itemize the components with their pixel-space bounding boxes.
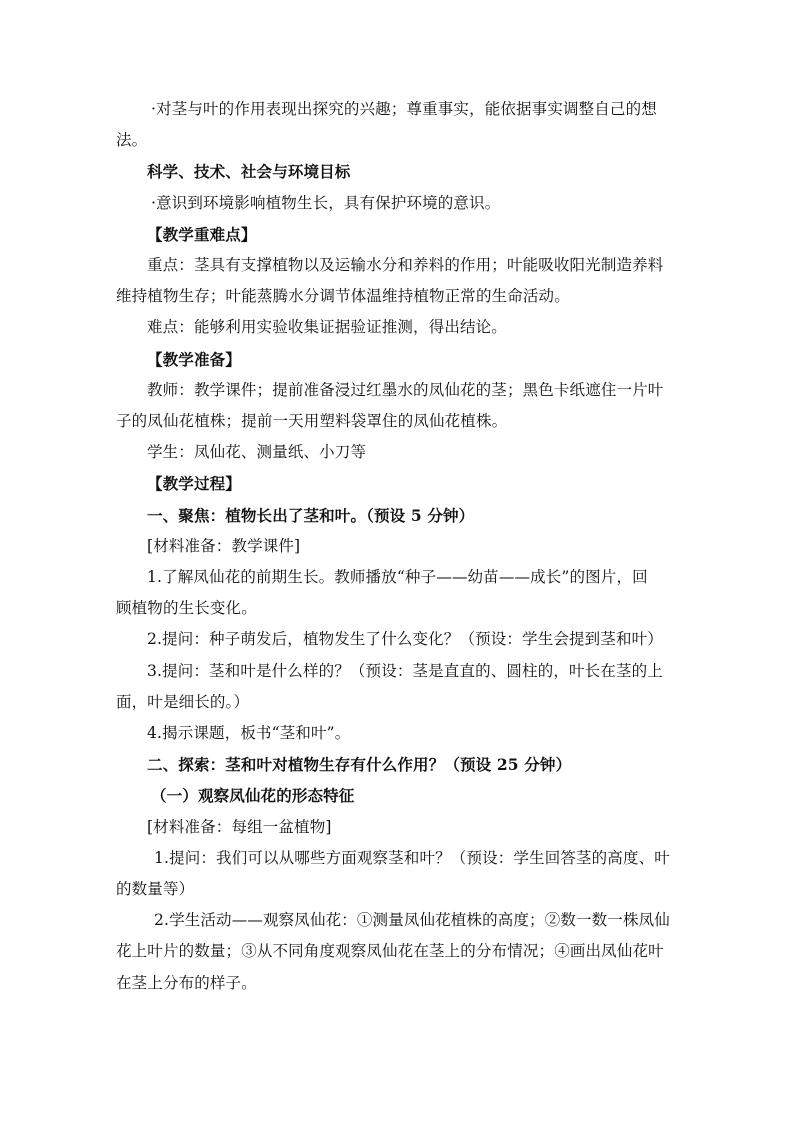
section-heading: 二、探索：茎和叶对植物生存有什么作用？（预设 25 分钟） xyxy=(147,755,572,775)
paragraph-line: 面，叶是细长的。） xyxy=(116,692,250,711)
section-heading: 一、聚焦：植物长出了茎和叶。（预设 5 分钟） xyxy=(147,505,475,525)
paragraph-line: 教师：教学课件；提前准备浸过红墨水的凤仙花的茎；黑色卡纸遮住一片叶 xyxy=(147,380,664,399)
paragraph-line: ·意识到环境影响植物生长，具有保护环境的意识。 xyxy=(151,193,501,212)
paragraph-line: 1.提问：我们可以从哪些方面观察茎和叶？（预设：学生回答茎的高度、叶 xyxy=(154,848,670,867)
paragraph-line: 1.了解凤仙花的前期生长。教师播放“种子——幼苗——成长”的图片，回 xyxy=(147,568,648,587)
paragraph-line: 3.提问：茎和叶是什么样的？（预设：茎是直直的、圆柱的，叶长在茎的上 xyxy=(147,661,663,680)
paragraph-line: [材料准备：每组一盆植物] xyxy=(147,817,332,836)
paragraph-line: 难点：能够利用实验收集证据验证推测，得出结论。 xyxy=(147,318,507,337)
paragraph-line: 维持植物生存；叶能蒸腾水分调节体温维持植物正常的生命活动。 xyxy=(116,287,570,306)
section-heading: 【教学过程】 xyxy=(147,474,241,494)
paragraph-line: 顾植物的生长变化。 xyxy=(116,599,257,618)
paragraph-line: ·对茎与叶的作用表现出探究的兴趣；尊重事实，能依据事实调整自己的想 xyxy=(151,100,657,118)
paragraph-line: 2.学生活动——观察凤仙花：①测量凤仙花植株的高度；②数一数一株凤仙 xyxy=(154,911,670,930)
paragraph-line: 在茎上分布的样子。 xyxy=(116,973,257,992)
paragraph-line: 子的凤仙花植株；提前一天用塑料袋罩住的凤仙花植株。 xyxy=(116,412,508,431)
paragraph-line: 重点：茎具有支撑植物以及运输水分和养料的作用；叶能吸收阳光制造养料 xyxy=(147,256,664,275)
section-heading: 【教学重难点】 xyxy=(147,224,257,244)
paragraph-line: 的数量等） xyxy=(116,880,195,899)
paragraph-line: 4.揭示课题，板书“茎和叶”。 xyxy=(147,724,351,743)
paragraph-line: 学生：凤仙花、测量纸、小刀等 xyxy=(147,443,367,462)
paragraph-line: 花上叶片的数量；③从不同角度观察凤仙花在茎上的分布情况；④画出凤仙花叶 xyxy=(116,942,664,961)
section-heading: 科学、技术、社会与环境目标 xyxy=(147,162,351,182)
section-heading: （一）观察凤仙花的形态特征 xyxy=(151,786,355,806)
document-page xyxy=(116,94,682,999)
paragraph-line: 2.提问：种子萌发后，植物发生了什么变化？（预设：学生会提到茎和叶） xyxy=(147,630,663,649)
paragraph-line: [材料准备：教学课件] xyxy=(147,536,301,555)
section-heading: 【教学准备】 xyxy=(147,349,241,369)
paragraph-line: 法。 xyxy=(116,131,148,150)
